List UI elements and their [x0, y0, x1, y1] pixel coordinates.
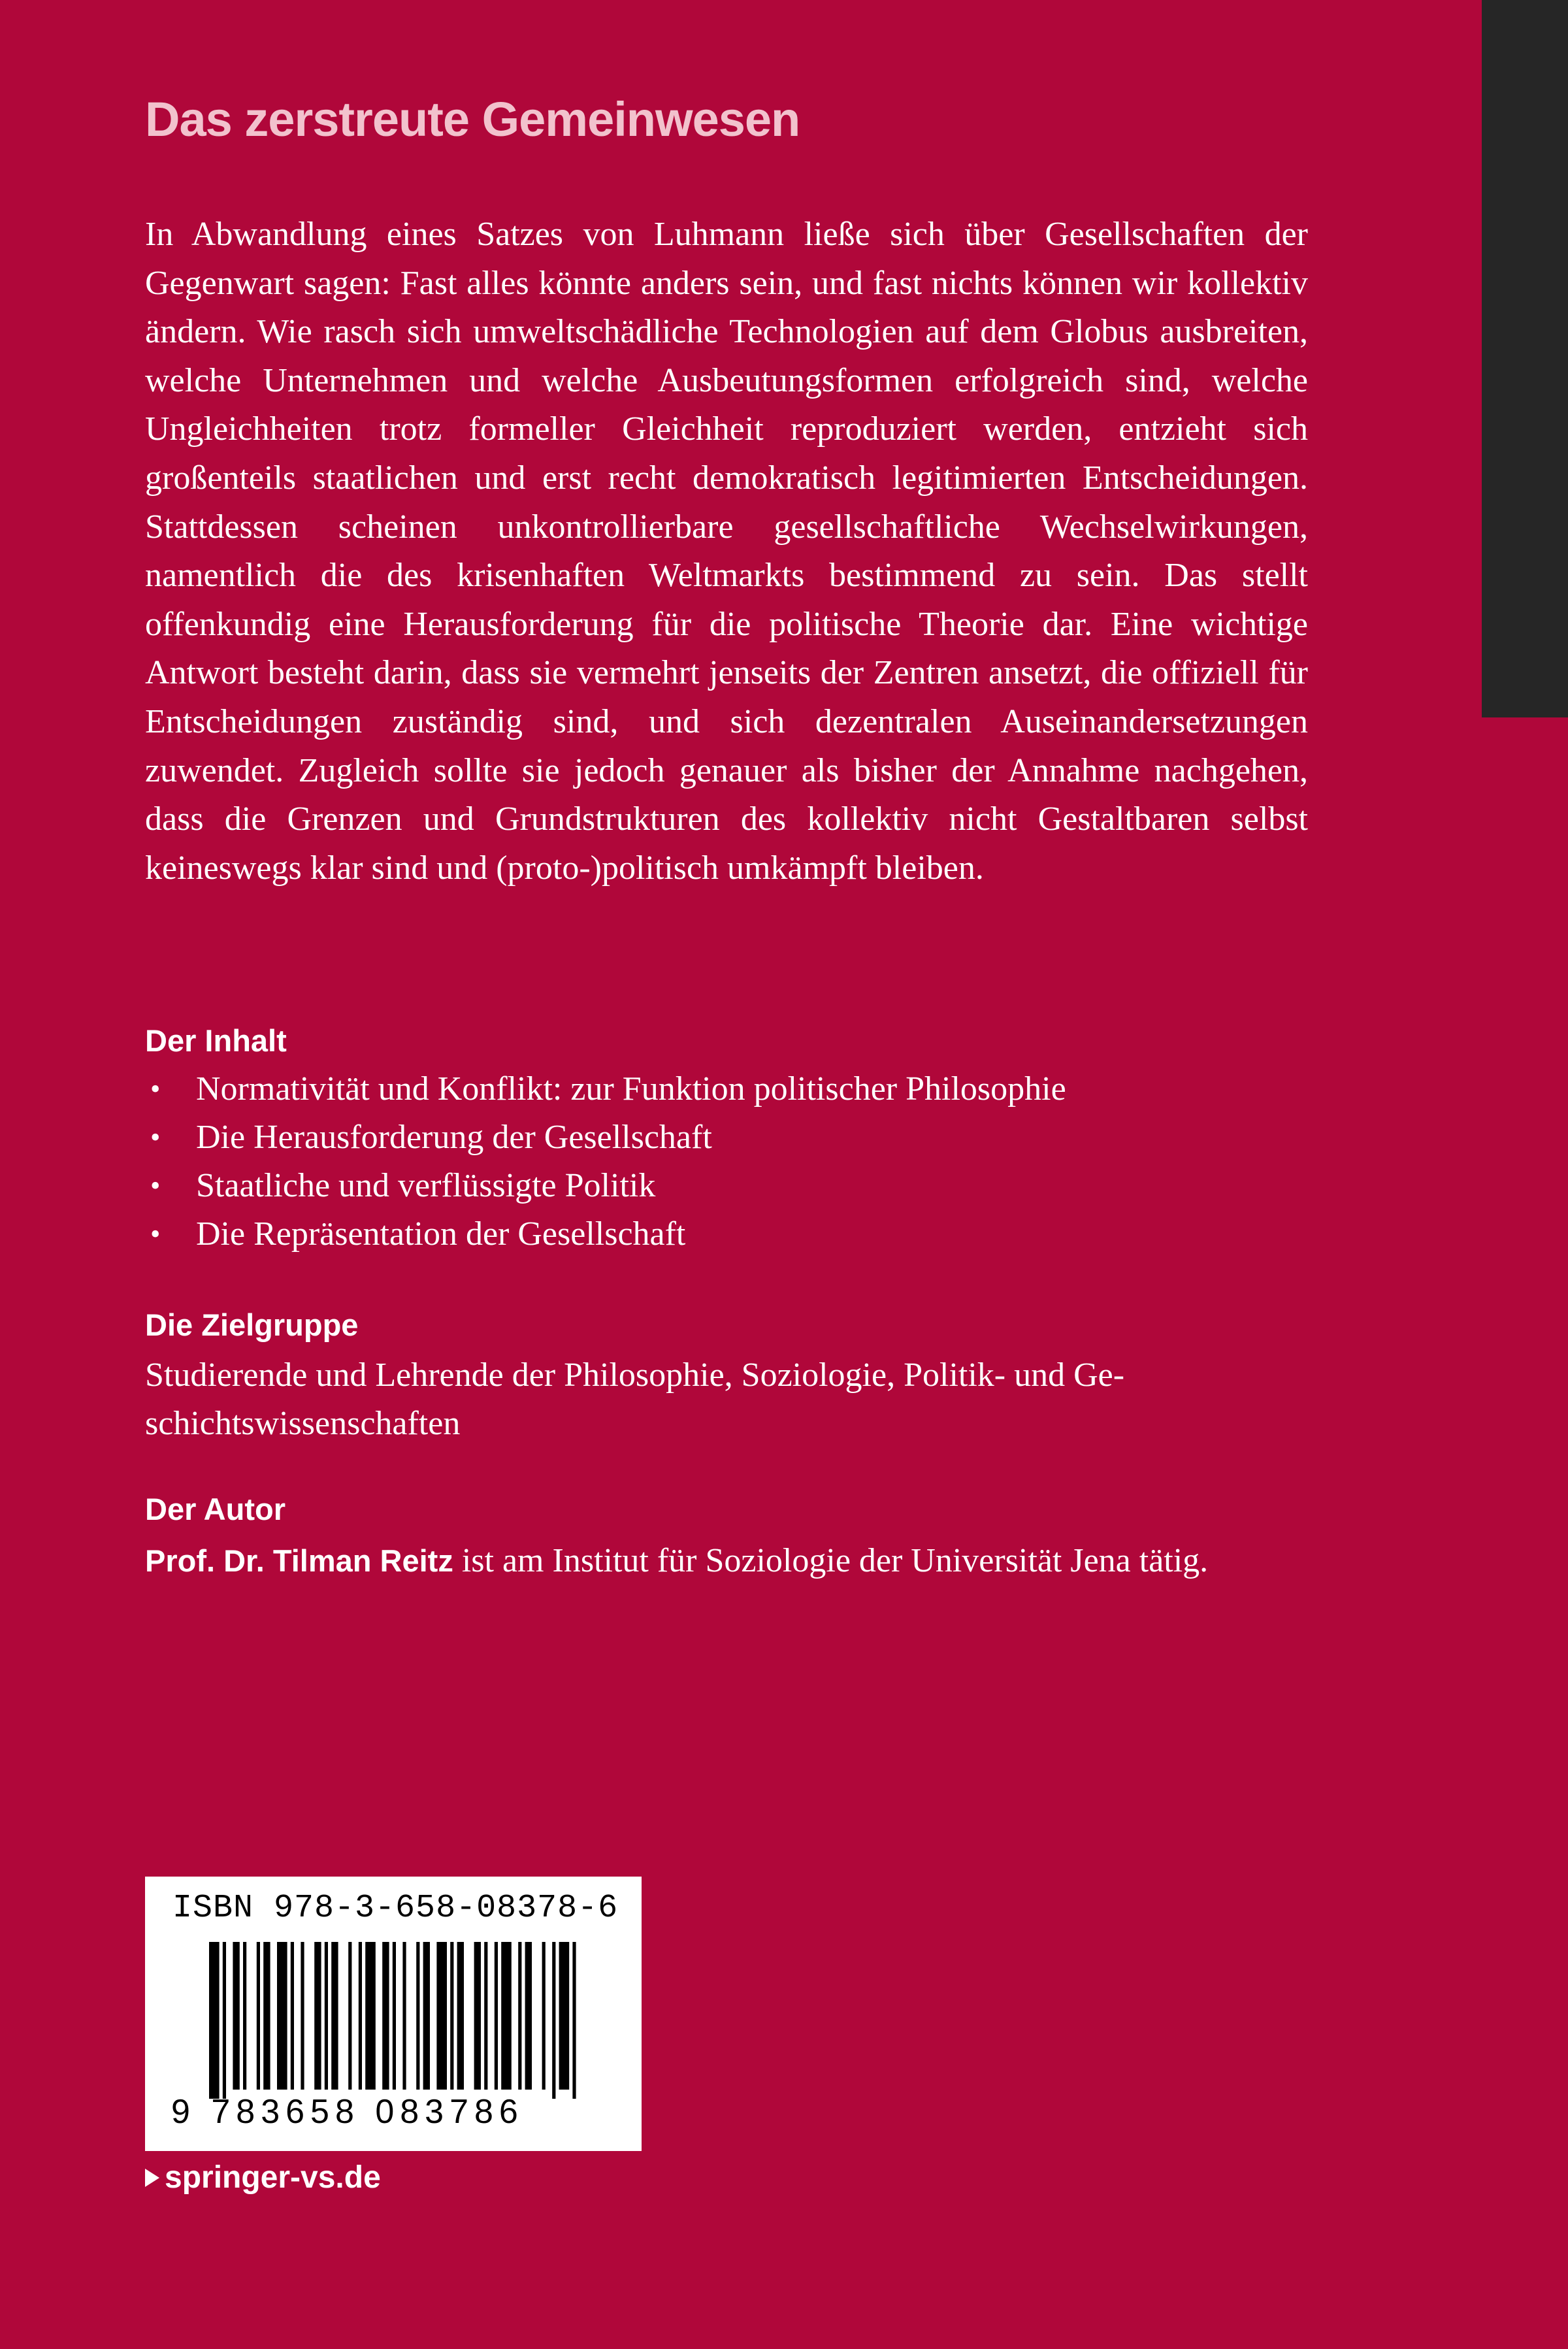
abstract-paragraph: In Abwandlung eines Satzes von Luhmann ließe sich über Gesellschaften der Gegenwart sagen: Fast alles könnte anders sein, und fast nichts können wir kollektiv ändern. Wie rasch sich umweltschädliche Technologien auf dem Globus ausbreiten, welche Unternehmen und welche Ausbeutungsformen erfolgreich sind, welche Ungleichheiten trotz formeller Gleichheit reproduziert werden, entzieht sich großenteils staatlichen und erst recht demokratisch legitimierten Entscheidungen. Stattdessen scheinen unkontrollierbare gesellschaftliche Wechselwirkungen, namentlich die des krisenhaften Weltmarkts bestimmend zu sein. Das stellt offenkundig eine Herausforderung für die politische Theorie dar. Eine wichtige Antwort besteht darin, dass sie vermehrt jenseits der Zentren ansetzt, die offiziell für Entscheidungen zuständig sind, und sich dezentralen Auseinandersetzungen zuwendet. Zugleich sollte sie jedoch genauer als bisher der Annahme nachgehen, dass die Grenzen und Grundstrukturen des kollektiv nicht Gestaltbaren selbst keineswegs klar sind und (proto-)politisch umkämpft bleiben.	[145, 216, 1308, 887]
barcode-bar	[457, 1942, 464, 2090]
arrow-right-icon	[145, 2169, 159, 2187]
barcode-bar	[518, 1942, 521, 2090]
barcode-bar	[277, 1942, 287, 2090]
barcode-bar	[243, 1942, 246, 2090]
barcode-bar	[331, 1942, 338, 2090]
barcode-bar	[301, 1942, 304, 2090]
audience-text: Studierende und Lehrende der Philosophie, Soziologie, Politik- und Geschichtswissenschaften	[145, 1356, 1125, 1442]
author-line	[145, 1537, 1308, 1585]
barcode-bar	[233, 1942, 239, 2090]
barcode-bar	[542, 1942, 546, 2090]
audience-heading: Die Zielgruppe	[145, 1307, 359, 1342]
barcode-bar	[416, 1942, 419, 2090]
barcode-bar	[559, 1942, 570, 2090]
barcode-bar	[495, 1942, 498, 2090]
author-heading: Der Autor	[145, 1492, 286, 1526]
list-item: • Die Herausforderung der Gesellschaft	[145, 1113, 1066, 1162]
barcode-bar	[474, 1942, 481, 2090]
list-item: • Die Repräsentation der Gesellschaft	[145, 1210, 1066, 1258]
barcode-bar	[436, 1942, 447, 2090]
publisher-website[interactable]	[145, 2160, 381, 2195]
barcode-bar	[291, 1942, 294, 2090]
website-label: springer-vs.de	[165, 2160, 381, 2195]
barcode-bar	[572, 1942, 576, 2099]
barcode-bar	[359, 1942, 362, 2090]
spine-band	[1482, 0, 1568, 717]
list-item: • Staatliche und verflüssigte Politik	[145, 1162, 1066, 1210]
barcode-bar	[223, 1942, 226, 2099]
barcode-bar	[257, 1942, 260, 2090]
isbn-label: ISBN 978-3-658-08378-6	[172, 1890, 619, 1927]
barcode-bar	[450, 1942, 453, 2090]
barcode-bar	[209, 1942, 220, 2099]
barcode-bar	[402, 1942, 406, 2090]
barcode-bar	[314, 1942, 321, 2090]
barcode-bar	[348, 1942, 351, 2090]
contents-heading: Der Inhalt	[145, 1023, 287, 1058]
author-name: Prof. Dr. Tilman Reitz	[145, 1543, 453, 1578]
barcode-bar	[501, 1942, 512, 2090]
list-item: • Normativität und Konflikt: zur Funktion politischer Philosophie	[145, 1065, 1066, 1113]
book-title: Das zerstreute Gemeinwesen	[145, 92, 800, 146]
barcode-bar	[393, 1942, 396, 2090]
barcode-bar	[365, 1942, 376, 2090]
barcode-bar	[525, 1942, 532, 2090]
barcode-bar	[325, 1942, 328, 2090]
barcode-box	[145, 1877, 642, 2151]
barcode-bar	[382, 1942, 389, 2090]
contents-list	[145, 1065, 1066, 1258]
barcode-digits: 9 783658 083786	[171, 2093, 524, 2131]
barcode-bar	[484, 1942, 487, 2090]
barcode-bar	[423, 1942, 430, 2090]
barcode-bar	[552, 1942, 555, 2099]
barcode-bar	[263, 1942, 270, 2090]
author-text: ist am Institut für Soziologie der Universität Jena tätig.	[453, 1542, 1209, 1579]
